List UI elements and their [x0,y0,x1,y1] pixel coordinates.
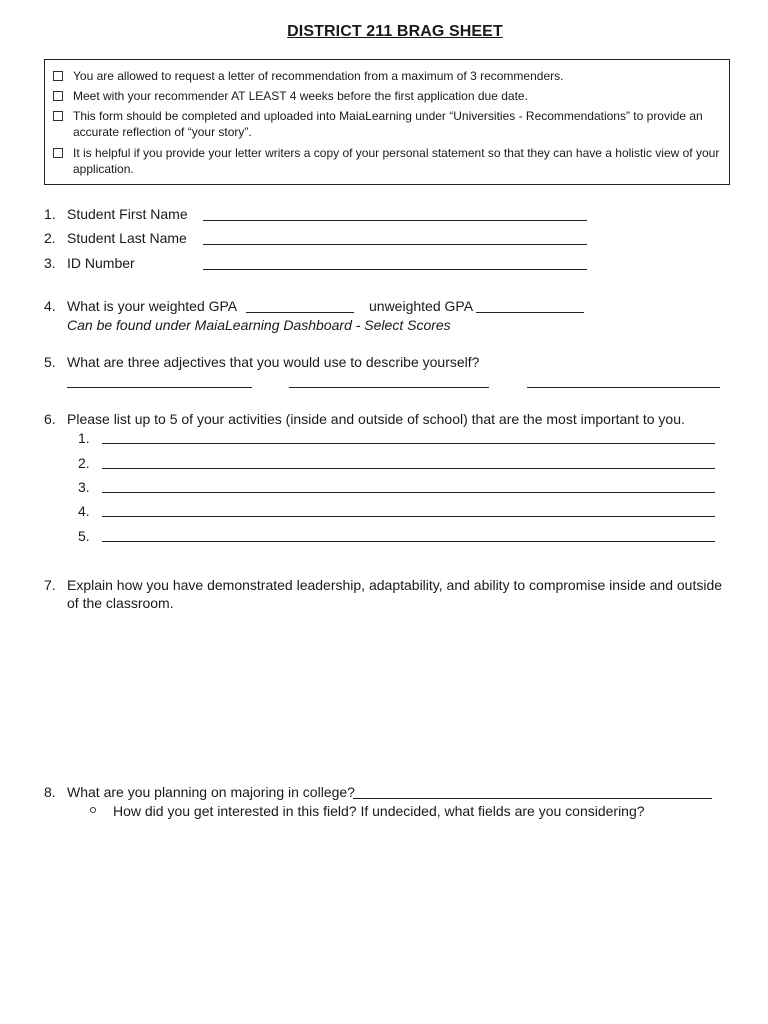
activity-number: 3. [78,479,90,495]
checkbox[interactable] [53,91,63,101]
question-label: Please list up to 5 of your activities (inside and outside of school) that are the most important to you. [67,411,685,427]
question-number: 8. [44,784,56,800]
activity-field[interactable] [102,516,715,517]
major-field[interactable] [353,798,712,799]
question-label: Student First Name [67,206,188,222]
adjective-field[interactable] [289,387,489,388]
activity-number: 1. [78,430,90,446]
id-number-field[interactable] [203,269,587,270]
page-title: DISTRICT 211 BRAG SHEET [287,23,503,40]
activity-field[interactable] [102,443,715,444]
adjective-field[interactable] [67,387,252,388]
adjective-field[interactable] [527,387,720,388]
activity-number: 2. [78,455,90,471]
instructions-checklist [44,59,730,185]
checklist-item [53,68,721,84]
question-number: 3. [44,255,56,271]
checklist-item-text: It is helpful if you provide your letter writers a copy of your personal statement so that they can have a holistic view of your application. [73,146,720,176]
question-label: ID Number [67,255,135,271]
question-number: 5. [44,354,56,370]
checkbox[interactable] [53,148,63,158]
activity-number: 4. [78,503,90,519]
question-label: What is your weighted GPA [67,298,238,314]
unweighted-gpa-field[interactable] [476,312,584,313]
question-label: Student Last Name [67,230,187,246]
activity-field[interactable] [102,541,715,542]
weighted-gpa-field[interactable] [246,312,354,313]
checklist-item [53,88,721,104]
activity-field[interactable] [102,492,715,493]
question-label: What are three adjectives that you would use to describe yourself? [67,354,480,370]
question-label: Explain how you have demonstrated leadership, adaptability, and ability to compromise inside and outside of the classroom. [67,577,723,611]
last-name-field[interactable] [203,244,587,245]
checklist-item [53,108,721,140]
bullet-icon [90,807,96,813]
question-number: 6. [44,411,56,427]
question-number: 2. [44,230,56,246]
unweighted-gpa-label: unweighted GPA [369,298,474,314]
question-number: 7. [44,577,56,593]
question-number: 4. [44,298,56,314]
first-name-field[interactable] [203,220,587,221]
checklist-item-text: Meet with your recommender AT LEAST 4 weeks before the first application due date. [73,89,528,103]
checklist-item-text: You are allowed to request a letter of recommendation from a maximum of 3 recommenders. [73,69,564,83]
checkbox[interactable] [53,71,63,81]
activity-number: 5. [78,528,90,544]
activity-field[interactable] [102,468,715,469]
gpa-hint: Can be found under MaiaLearning Dashboard - Select Scores [67,317,451,333]
checkbox[interactable] [53,111,63,121]
checklist-item-text: This form should be completed and uploaded into MaiaLearning under “Universities - Recommendations” to provide an accurate reflection of “your story”. [73,109,703,139]
checklist-item [53,145,721,177]
question-number: 1. [44,206,56,222]
major-subquestion: How did you get interested in this field? If undecided, what fields are you considering? [113,803,645,819]
question-label: What are you planning on majoring in college? [67,784,355,800]
